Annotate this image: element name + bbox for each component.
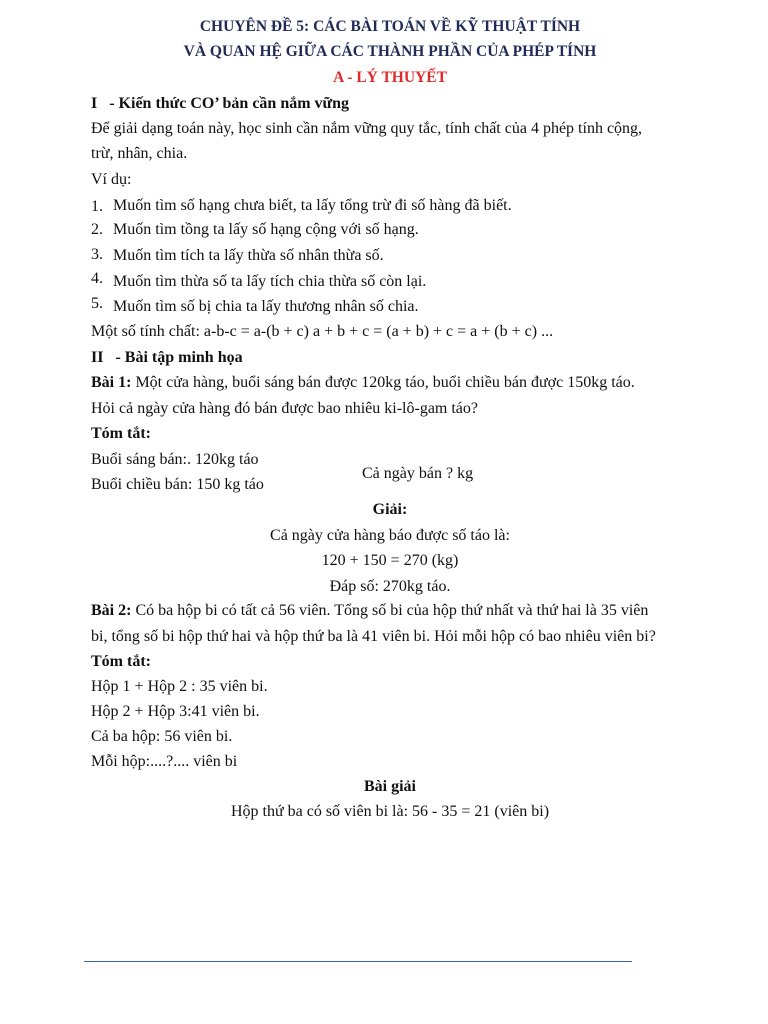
ex1-solution-line1: Cả ngày cửa hàng báo được số táo là: [270, 527, 510, 544]
theory-intro-line1: Để giải dạng toán này, học sinh cần nắm vững quy tắc, tính chất của 4 phép tính cộng, [91, 120, 643, 137]
ex2-summary-line: Mỗi hộp:....?.... viên bi [91, 753, 238, 770]
theory-heading: I - Kiến thức CO’ bản cần nắm vững [91, 95, 350, 112]
list-item-number: 3. [91, 246, 103, 263]
properties-line: Một số tính chất: a-b-c = a-(b + c) a + b + c = (a + b) + c = a + (b + c) ... [91, 323, 554, 340]
list-item: Muốn tìm tích ta lấy thừa số nhân thừa số. [113, 247, 384, 264]
list-item: Muốn tìm thừa số ta lấy tích chia thừa số còn lại. [113, 273, 427, 290]
ex2-summary-label: Tóm tắt: [91, 653, 151, 670]
ex2-problem-line2: bi, tổng số bi hộp thứ hai và hộp thứ ba là 41 viên bi. Hỏi mỗi hộp có bao nhiêu viên bi? [91, 628, 656, 645]
example-label: Ví dụ: [91, 171, 132, 188]
ex1-problem-line2: Hỏi cả ngày cửa hàng đó bán được bao nhiêu ki-lô-gam táo? [91, 400, 479, 417]
ex1-solution-label: Giải: [372, 501, 408, 518]
ex1-summary-total: Cả ngày bán ? kg [362, 465, 474, 482]
ex1-text: Một cửa hàng, buổi sáng bán được 120kg táo, buổi chiều bán được 150kg táo. [131, 374, 635, 391]
ex2-text: Có ba hộp bi có tất cả 56 viên. Tổng số bi của hộp thứ nhất và thứ hai là 35 viên [131, 602, 649, 619]
list-item-number: 5. [91, 295, 103, 312]
ex1-problem-line1 [91, 373, 635, 393]
ex2-summary-line: Hộp 2 + Hộp 3:41 viên bi. [91, 703, 260, 720]
document-title-line2: VÀ QUAN HỆ GIỮA CÁC THÀNH PHẦN CỦA PHÉP TÍNH [183, 43, 597, 60]
ex1-answer: Đáp số: 270kg táo. [329, 578, 451, 595]
ex2-summary-line: Cả ba hộp: 56 viên bi. [91, 728, 233, 745]
ex2-problem-line1 [91, 601, 648, 621]
ex1-summary-label: Tóm tắt: [91, 425, 151, 442]
ex1-label: Bài 1: [91, 374, 132, 391]
ex2-solution-line1: Hộp thứ ba có số viên bi là: 56 - 35 = 21 (viên bi) [230, 803, 550, 820]
list-item: Muốn tìm tồng ta lấy số hạng cộng với số hạng. [113, 221, 419, 238]
list-item-number: 4. [91, 270, 103, 287]
ex2-label: Bài 2: [91, 602, 132, 619]
list-item: Muốn tìm số hạng chưa biết, ta lấy tổng trừ đi số hàng đã biết. [113, 197, 512, 214]
ex1-summary-afternoon: Buổi chiều bán: 150 kg táo [91, 476, 264, 493]
footer-divider [84, 961, 632, 962]
theory-intro-line2: trừ, nhân, chia. [91, 145, 188, 162]
ex2-summary-line: Hộp 1 + Hộp 2 : 35 viên bi. [91, 678, 268, 695]
section-a-heading: A - LÝ THUYẾT [333, 69, 447, 86]
ex1-summary-morning: Buổi sáng bán:. 120kg táo [91, 451, 259, 468]
list-item-number: 2. [91, 221, 103, 238]
exercises-heading: II - Bài tập minh họa [91, 349, 243, 366]
ex1-solution-line2: 120 + 150 = 270 (kg) [321, 552, 459, 569]
list-item-number: 1. [91, 198, 103, 215]
list-item: Muốn tìm số bị chia ta lấy thương nhân số chia. [113, 298, 419, 315]
document-title-line1: CHUYÊN ĐỀ 5: CÁC BÀI TOÁN VỀ KỸ THUẬT TÍNH [199, 18, 581, 35]
ex2-solution-label: Bài giải [363, 778, 416, 795]
